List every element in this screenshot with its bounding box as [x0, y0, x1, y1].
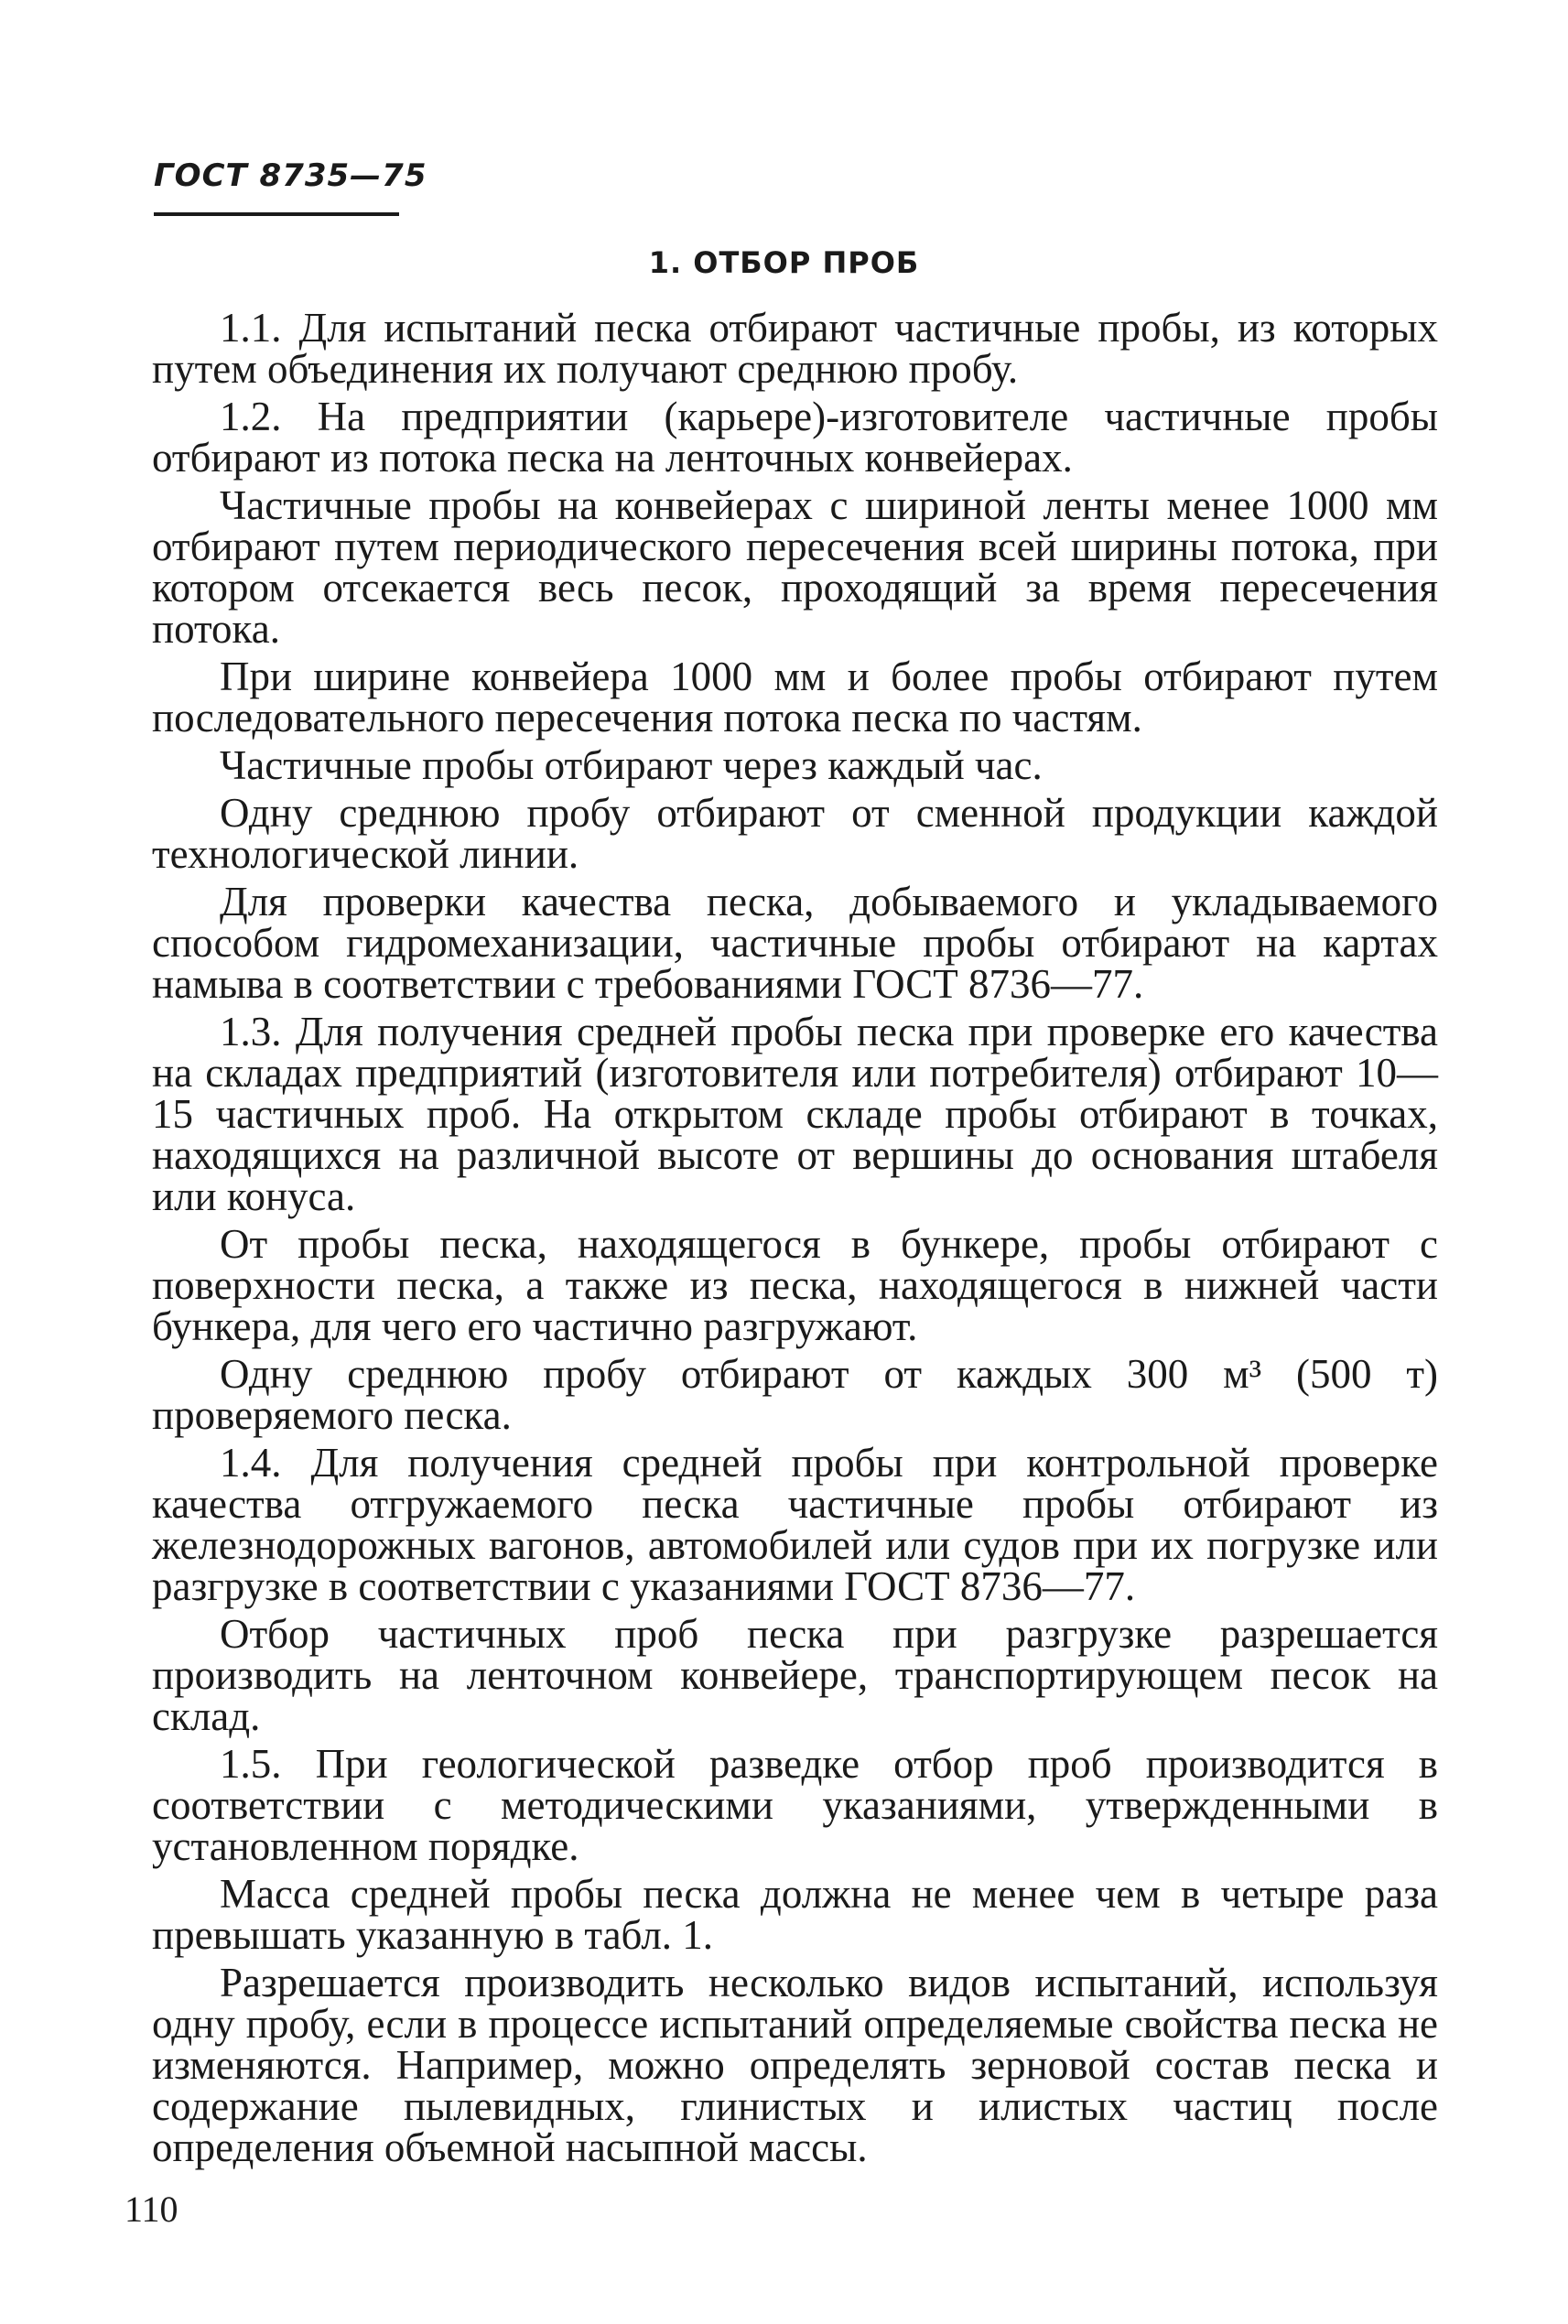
body-text [152, 305, 1438, 2175]
paragraph-shift: Одну среднюю пробу отбирают от сменной продукции каждой технологической линии. [152, 790, 1438, 877]
paragraph-hydromechanization: Для проверки качества песка, добываемого и укладываемого способом гидромеханизации, частичные пробы отбирают на картах намыва в соответствии с требованиями ГОСТ 8736—77. [152, 879, 1438, 1007]
paragraph-hourly: Частичные пробы отбирают через каждый час. [220, 742, 1043, 788]
paragraph-1-5: 1.5. При геологической разведке отбор проб производится в соответствии с методическими указаниями, утвержденными в установленном порядке. [152, 1741, 1438, 1869]
page-number: 110 [124, 2189, 178, 2230]
paragraph-1-4: 1.4. Для получения средней пробы при контрольной проверке качества отгружаемого песка частичные пробы отбирают из железнодорожных вагонов, автомобилей или судов при их погрузке или разгрузке в соответствии с указаниями ГОСТ 8736—77. [152, 1440, 1438, 1609]
paragraph-volume: Одну среднюю пробу отбирают от каждых 300 м³ (500 т) проверяемого песка. [152, 1351, 1438, 1438]
paragraph-conveyor-wide: При ширине конвейера 1000 мм и более пробы отбирают путем последовательного пересечения потока песка по частям. [152, 654, 1438, 740]
paragraph-conveyor-narrow: Частичные пробы на конвейерах с шириной ленты менее 1000 мм отбирают путем периодического пересечения всей ширины потока, при котором отсекается весь песок, проходящий за время пересечения потока. [152, 482, 1438, 652]
paragraph-unloading: Отбор частичных проб песка при разгрузке разрешается производить на ленточном конвейере, транспортирующем песок на склад. [152, 1611, 1438, 1739]
paragraph-mass: Масса средней пробы песка должна не менее чем в четыре раза превышать указанную в табл. 1. [152, 1871, 1438, 1958]
paragraph-bunker: От пробы песка, находящегося в бункере, пробы отбирают с поверхности песка, а также из песка, находящегося в нижней части бункера, для чего его частично разгружают. [152, 1221, 1438, 1349]
standard-header: ГОСТ 8735—75 [154, 157, 427, 194]
paragraph-1-1: 1.1. Для испытаний песка отбирают частичные пробы, из которых путем объединения их получают среднюю пробу. [152, 305, 1438, 392]
paragraph-multiple-tests: Разрешается производить несколько видов испытаний, используя одну пробу, если в процессе испытаний определяемые свойства песка не изменяются. Например, можно определять зерновой состав песка и содержание пылевидных, глинистых и илистых частиц после определения объемной насыпной массы. [152, 1960, 1438, 2170]
section-title: 1. ОТБОР ПРОБ [648, 245, 920, 280]
paragraph-1-3: 1.3. Для получения средней пробы песка при проверке его качества на складах предприятий (изготовителя или потребителя) отбирают 10—15 частичных проб. На открытом складе пробы отбирают в точках, находящихся на различной высоте от вершины до основания штабеля или конуса. [152, 1009, 1438, 1219]
header-rule [154, 212, 399, 216]
paragraph-1-2: 1.2. На предприятии (карьере)-изготовителе частичные пробы отбирают из потока песка на ленточных конвейерах. [152, 394, 1438, 481]
